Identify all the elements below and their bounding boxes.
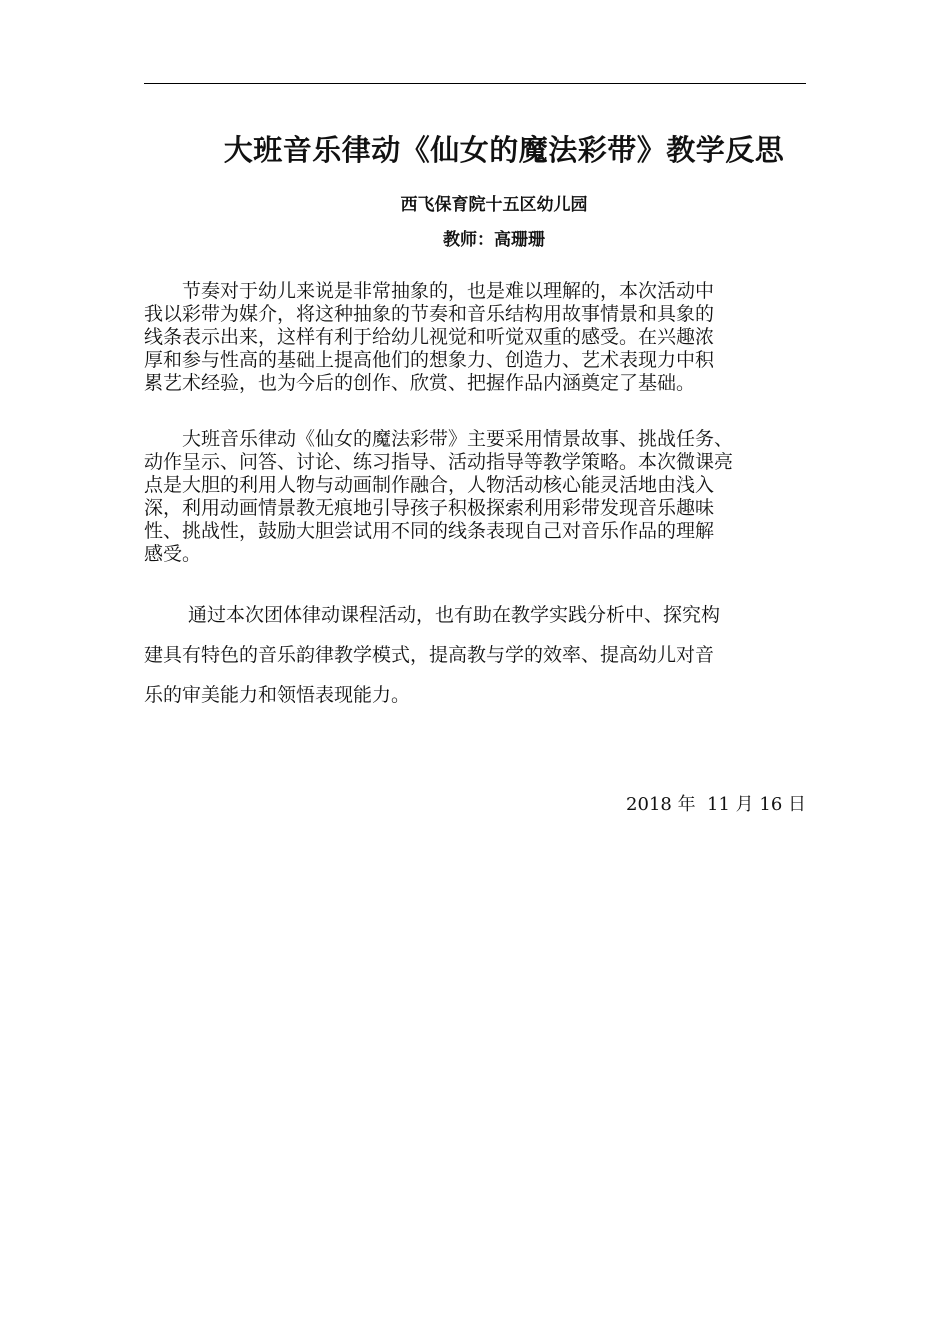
header-rule <box>144 83 806 84</box>
paragraph-line: 感受。 <box>144 543 202 565</box>
organization-name: 西飞保育院十五区幼儿园 <box>400 195 588 215</box>
paragraph-line: 建具有特色的音乐韵律教学模式，提高教与学的效率、提高幼儿对音 <box>144 644 715 666</box>
paragraph-line: 线条表示出来，这样有利于给幼儿视觉和听觉双重的感受。在兴趣浓 <box>144 326 715 348</box>
paragraph-line: 点是大胆的利用人物与动画制作融合，人物活动核心能灵活地由浅入 <box>144 474 715 496</box>
paragraph-line: 大班音乐律动《仙女的魔法彩带》主要采用情景故事、挑战任务、 <box>144 428 734 450</box>
paragraph-line: 累艺术经验，也为今后的创作、欣赏、把握作品内涵奠定了基础。 <box>144 372 696 394</box>
paragraph-line: 厚和参与性高的基础上提高他们的想象力、创造力、艺术表现力中积 <box>144 349 715 371</box>
paragraph-line: 通过本次团体律动课程活动，也有助在教学实践分析中、探究构 <box>144 604 721 626</box>
paragraph-3 <box>144 595 806 715</box>
document-title: 大班音乐律动《仙女的魔法彩带》教学反思 <box>223 133 785 167</box>
paragraph-2 <box>144 428 806 566</box>
paragraph-1 <box>144 280 806 395</box>
paragraph-line: 性、挑战性，鼓励大胆尝试用不同的线条表现自己对音乐作品的理解 <box>144 520 715 542</box>
paragraph-line: 深，利用动画情景教无痕地引导孩子积极探索利用彩带发现音乐趣味 <box>144 497 715 519</box>
paragraph-line: 我以彩带为媒介，将这种抽象的节奏和音乐结构用故事情景和具象的 <box>144 303 715 325</box>
teacher-name: 教师：高珊珊 <box>443 230 545 250</box>
paragraph-line: 乐的审美能力和领悟表现能力。 <box>144 684 411 706</box>
document-date: 2018 年 11 月 16 日 <box>626 794 806 815</box>
paragraph-line: 动作呈示、问答、讨论、练习指导、活动指导等教学策略。本次微课亮 <box>144 451 734 473</box>
paragraph-line: 节奏对于幼儿来说是非常抽象的，也是难以理解的，本次活动中 <box>144 280 715 302</box>
